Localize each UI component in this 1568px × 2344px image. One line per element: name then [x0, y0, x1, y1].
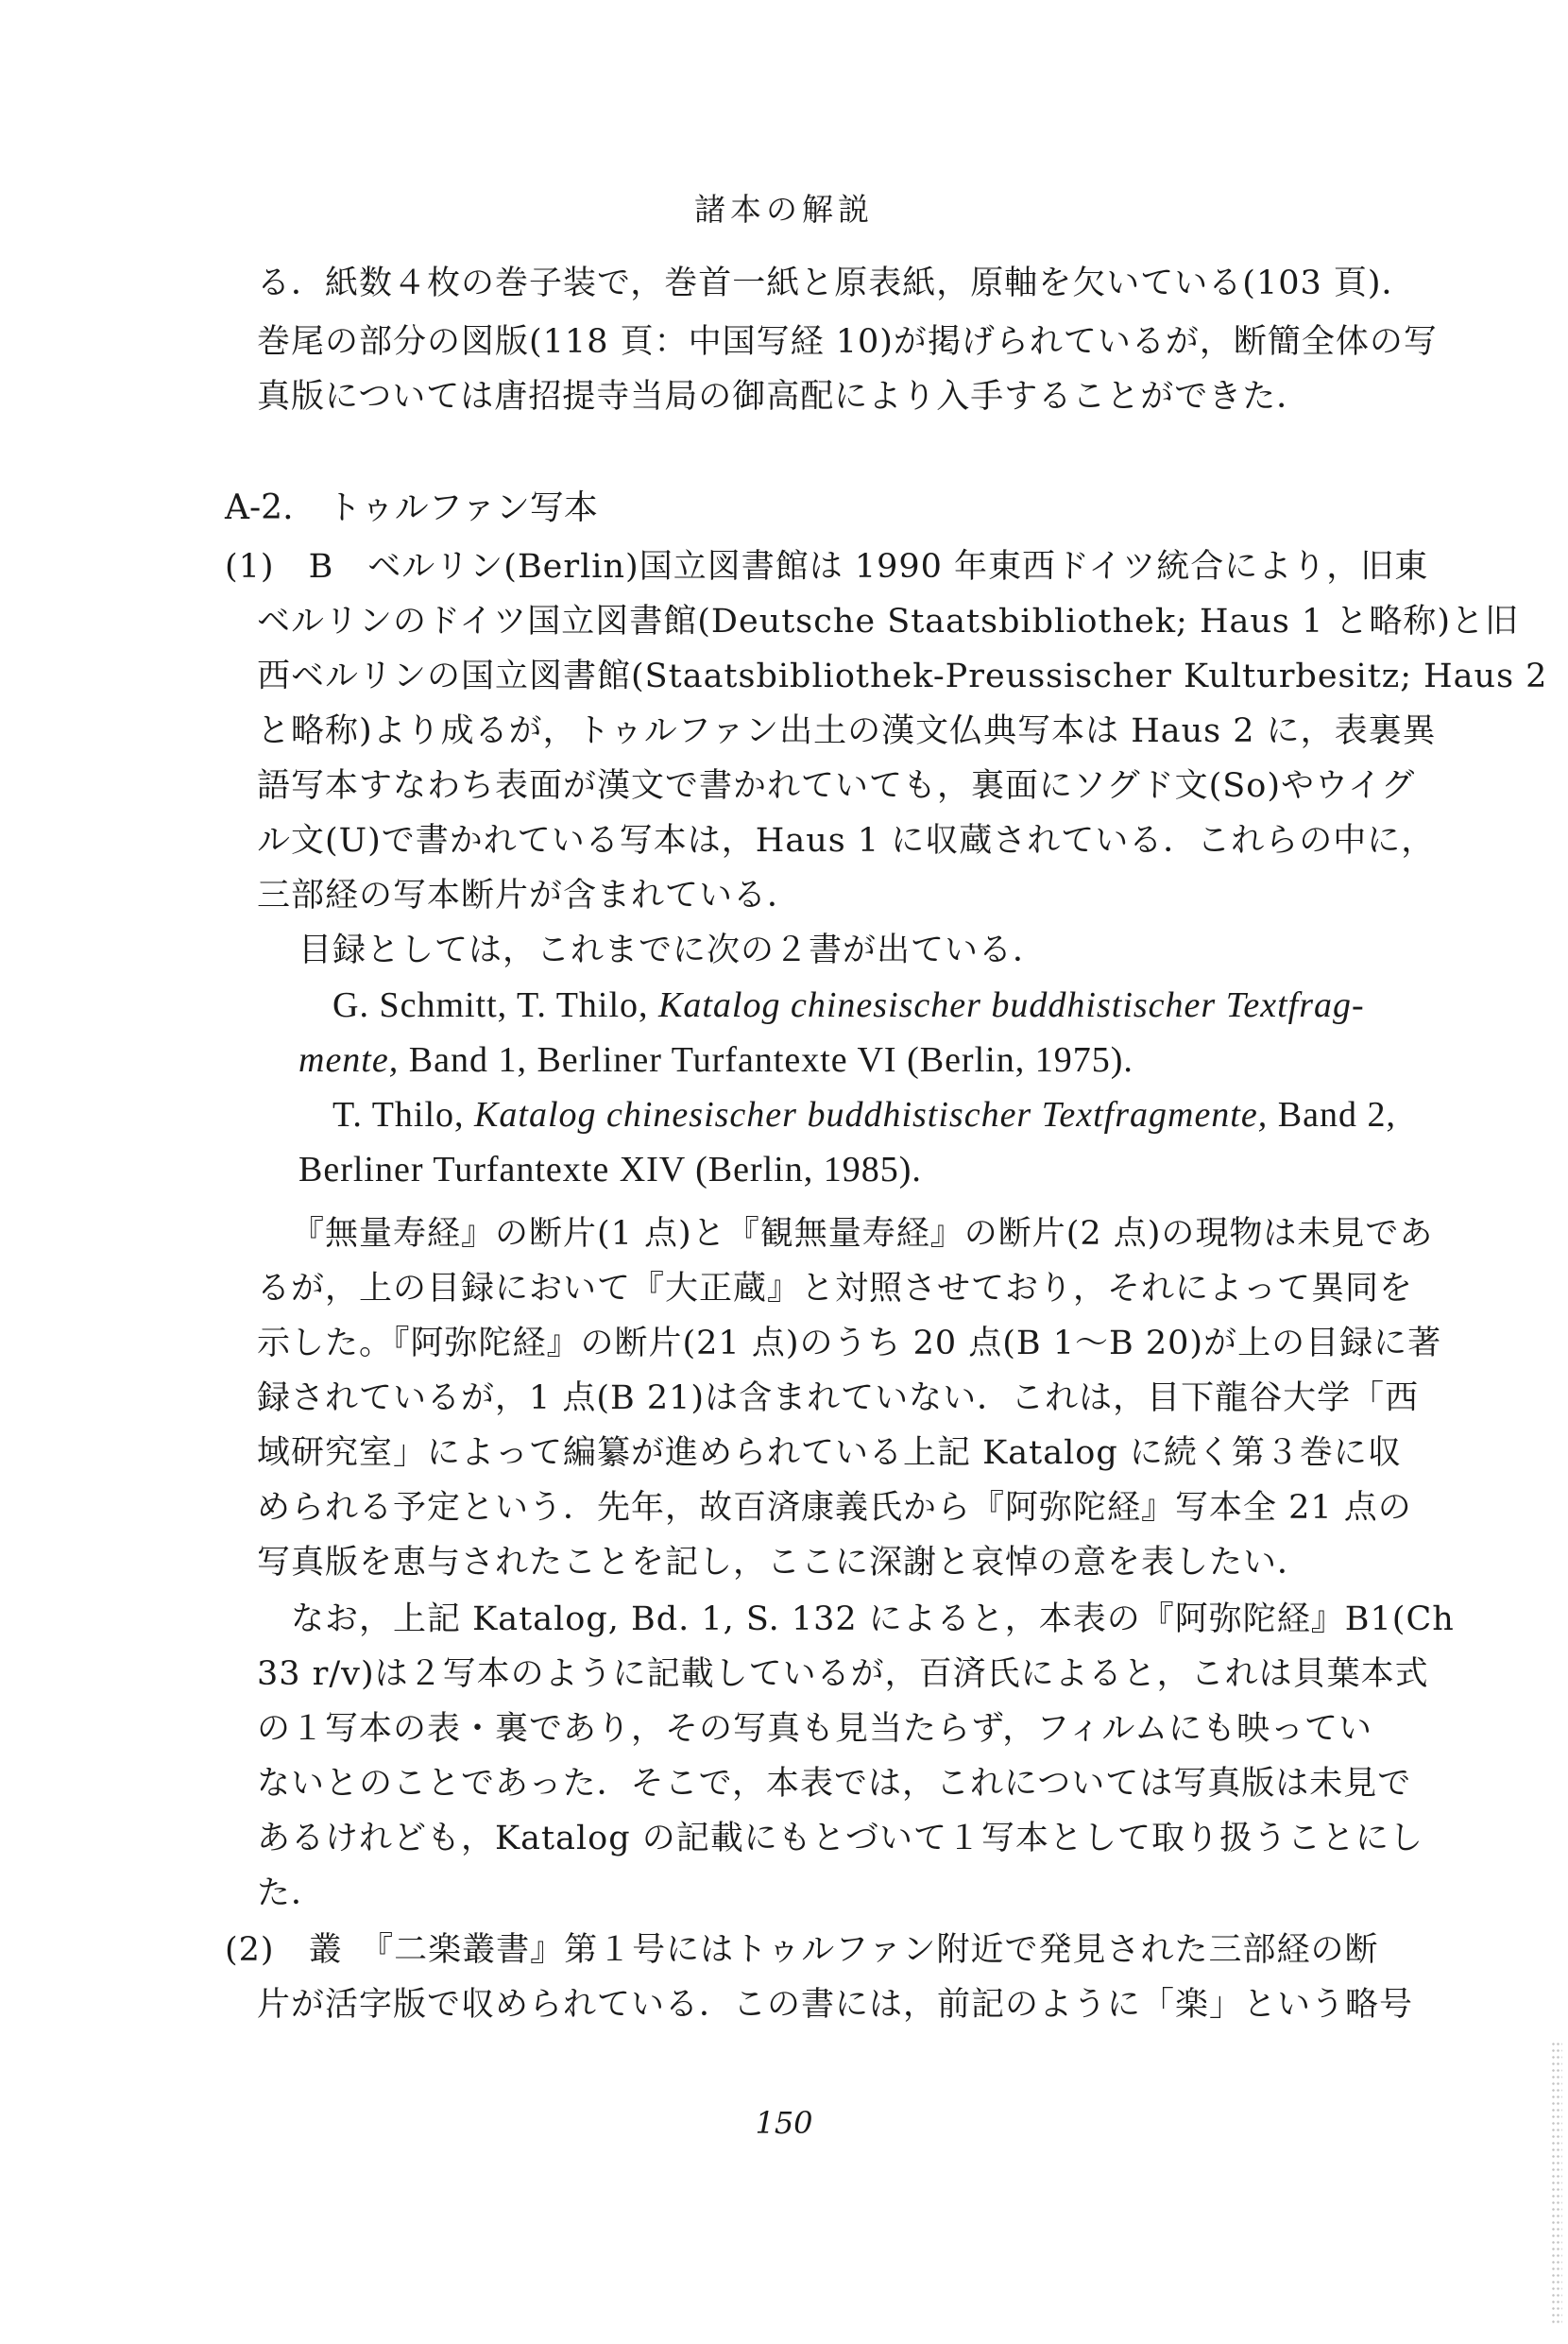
paragraph-line: あるけれども，Katalog の記載にもとづいて１写本として取り扱うことにし — [257, 1820, 1424, 1857]
citation-1-line-1: G. Schmitt, T. Thilo, Katalog chinesischer buddhistischer Textfrag- — [332, 985, 1365, 1025]
citation-2-line-2: Berliner Turfantexte XIV (Berlin, 1985). — [298, 1150, 922, 1189]
paragraph-line: ないとのことであった．そこで，本表では，これについては写真版は未見で — [257, 1765, 1412, 1803]
paragraph-line: 録されているが，1 点(B 21)は含まれていない．これは，目下龍谷大学「西 — [257, 1379, 1420, 1417]
paragraph-line: (2) 叢 『二楽叢書』第１号にはトゥルファン附近で発見された三部経の断 — [225, 1931, 1379, 1969]
running-head: 諸本の解説 — [694, 191, 874, 228]
paragraph-line: るが，上の目録において『大正蔵』と対照させており，それによって異同を — [257, 1270, 1414, 1308]
paragraph-line: 三部経の写本断片が含まれている． — [257, 877, 802, 915]
paragraph-line: 写真版を恵与されたことを記し，ここに深謝と哀悼の意を表したい． — [257, 1544, 1312, 1582]
paragraph-line: 『無量寿経』の断片(1 点)と『観無量寿経』の断片(2 点)の現物は未見であ — [291, 1215, 1434, 1253]
paragraph-line: 片が活字版で収められている．この書には，前記のように「楽」という略号 — [257, 1986, 1414, 2024]
citation-1-line-2: mente, Band 1, Berliner Turfantexte VI (Berlin, 1975). — [298, 1040, 1133, 1080]
paragraph-line: る．紙数４枚の巻子装で，巻首一紙と原表紙，原軸を欠いている(103 頁)． — [257, 265, 1416, 302]
paragraph-line: 域研究室」によって編纂が進められている上記 Katalog に続く第３巻に収 — [257, 1434, 1402, 1472]
scan-edge-noise — [1551, 2041, 1562, 2324]
paragraph-line: 目録としては，これまでに次の２書が出ている． — [298, 932, 1048, 969]
paragraph-line: 33 r/v)は２写本のように記載しているが，百済氏によると，これは貝葉本式 — [257, 1655, 1429, 1693]
paragraph-line: 示した。『阿弥陀経』の断片(21 点)のうち 20 点(B 1〜B 20)が上の目録に著 — [257, 1325, 1442, 1362]
paragraph-line: ル文(U)で書かれている写本は，Haus 1 に収蔵されている．これらの中に， — [257, 822, 1436, 860]
paragraph-line: 語写本すなわち表面が漢文で書かれていても，裏面にソグド文(So)やウイグ — [257, 767, 1416, 805]
paragraph-line: の１写本の表・裏であり，その写真も見当たらず，フィルムにも映ってい — [257, 1710, 1373, 1748]
paragraph-line: ベルリンのドイツ国立図書館(Deutsche Staatsbibliothek; Haus 1 と略称)と旧 — [257, 603, 1520, 641]
paragraph-line: 巻尾の部分の図版(118 頁：中国写経 10)が掲げられているが，断簡全体の写 — [257, 323, 1438, 361]
paragraph-line: 真版については唐招提寺当局の御高配により入手することができた． — [257, 378, 1311, 416]
page-number: 150 — [755, 2105, 813, 2141]
paragraph-line: た． — [257, 1874, 326, 1912]
paragraph-line: められる予定という．先年，故百済康義氏から『阿弥陀経』写本全 21 点の — [257, 1489, 1412, 1527]
citation-2-line-1: T. Thilo, Katalog chinesischer buddhistischer Textfragmente, Band 2, — [332, 1095, 1396, 1135]
paragraph-line: と略称)より成るが，トゥルファン出土の漢文仏典写本は Haus 2 に，表裏異 — [257, 712, 1437, 750]
paragraph-line: なお，上記 Katalog, Bd. 1, S. 132 によると，本表の『阿弥陀経』B1(Ch — [291, 1600, 1455, 1638]
section-heading: A-2. トゥルファン写本 — [225, 488, 598, 527]
paragraph-line: (1) B ベルリン(Berlin)国立図書館は 1990 年東西ドイツ統合により，旧東 — [225, 548, 1429, 586]
paragraph-line: 西ベルリンの国立図書館(Staatsbibliothek-Preussischer Kulturbesitz; Haus 2 — [257, 658, 1548, 695]
